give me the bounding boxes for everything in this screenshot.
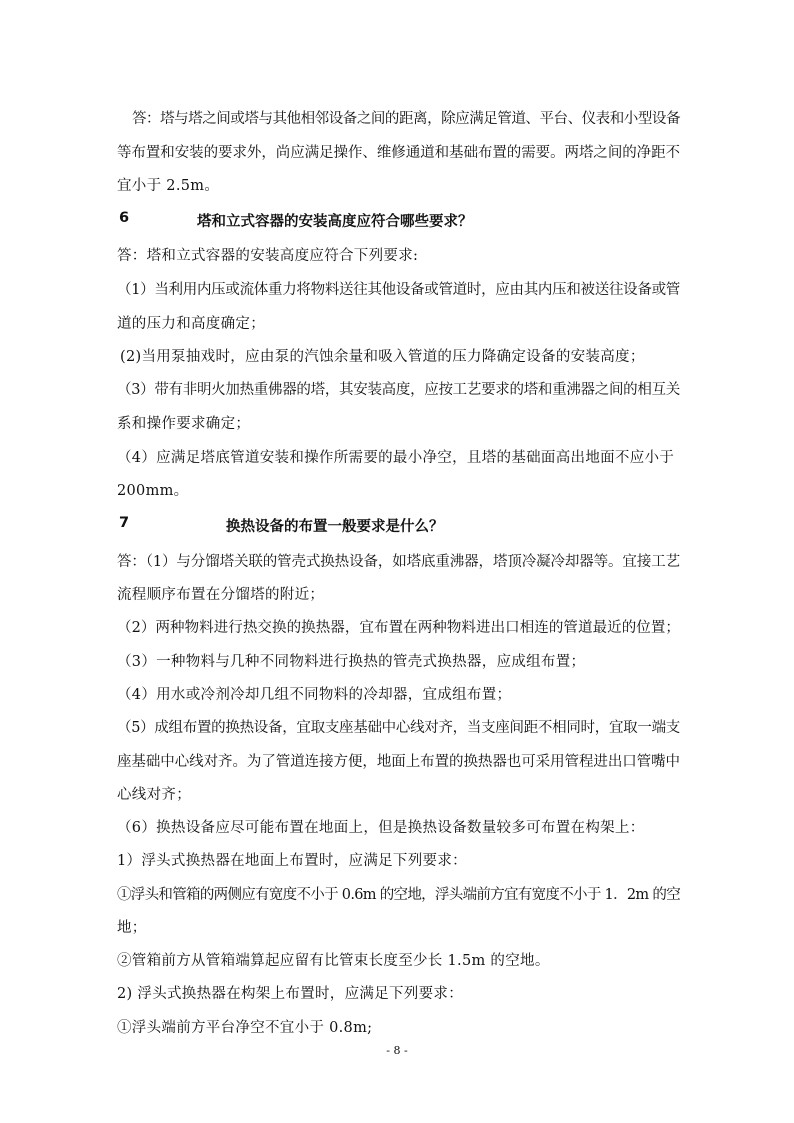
paragraph-line: 答：（1）与分馏塔关联的管壳式换热设备，如塔底重沸器，塔顶冷凝冷却器等。宜接工艺 <box>117 554 680 570</box>
paragraph-line: ①浮头端前方平台净空不宜小于 0.8m; <box>117 1020 373 1036</box>
section-number: 6 <box>119 210 130 226</box>
paragraph-line: 流程顺序布置在分馏塔的附近； <box>117 587 325 603</box>
paragraph-line: ②管箱前方从管箱端算起应留有比管束长度至少长 1.5m 的空地。 <box>117 953 550 969</box>
paragraph-line: （3）一种物料与几种不同物料进行换热的管壳式换热器，应成组布置； <box>117 654 586 670</box>
paragraph-line: 答：塔与塔之间或塔与其他相邻设备之间的距离，除应满足管道、平台、仪表和小型设备 <box>132 111 680 127</box>
paragraph-line: 2) 浮头式换热器在构架上布置时，应满足下列要求： <box>117 986 463 1002</box>
paragraph-line: 地； <box>117 920 147 936</box>
paragraph-line: 等布置和安装的要求外，尚应满足操作、维修通道和基础布置的需要。两塔之间的净距不 <box>117 145 680 161</box>
page-number: - 8 - <box>386 1044 408 1057</box>
paragraph-line: 1）浮头式换热器在地面上布置时，应满足下列要求： <box>117 853 467 869</box>
paragraph-line: （2）两种物料进行热交换的换热器，宜布置在两种物料进出口相连的管道最近的位置； <box>117 620 680 636</box>
paragraph-line: （6）换热设备应尽可能布置在地面上，但是换热设备数量较多可布置在构架上： <box>117 820 645 836</box>
paragraph-line: （1）当利用内压或流体重力将物料送往其他设备或管道时，应由其内压和被送往设备或管 <box>117 282 680 298</box>
section-title: 换热设备的布置一般要求是什么？ <box>226 519 444 535</box>
paragraph-line: 宜小于 2.5m。 <box>117 178 220 194</box>
paragraph-line: 道的压力和高度确定； <box>117 316 265 332</box>
paragraph-line: 答：塔和立式容器的安装高度应符合下列要求: <box>117 248 419 264</box>
paragraph-line: 心线对齐； <box>117 787 191 803</box>
paragraph-line: 座基础中心线对齐。为了管道连接方便，地面上布置的换热器也可采用管程进出口管嘴中 <box>117 754 680 770</box>
paragraph-line: ①浮头和管箱的两侧应有宽度不小于 0.6m 的空地，浮头端前方宜有宽度不小于 1．2m 的空 <box>117 887 680 903</box>
section-title: 塔和立式容器的安装高度应符合哪些要求？ <box>197 214 473 230</box>
paragraph-line: 系和操作要求确定； <box>117 416 251 432</box>
paragraph-line: (2)当用泵抽戏时，应由泵的汽蚀余量和吸入管道的压力降确定设备的安装高度； <box>120 349 645 365</box>
paragraph-line: （4）应满足塔底管道安装和操作所需要的最小净空，且塔的基础面高出地面不应小于 <box>117 450 675 466</box>
paragraph-line: （3）带有非明火加热重佛器的塔，其安装高度，应按工艺要求的塔和重沸器之间的相互关 <box>117 382 680 398</box>
paragraph-line: 200mm。 <box>117 483 189 499</box>
paragraph-line: （4）用水或冷剂冷却几组不同物料的冷却器，宜成组布置； <box>117 687 512 703</box>
paragraph-line: （5）成组布置的换热设备，宜取支座基础中心线对齐，当支座间距不相同时，宜取一端支 <box>117 720 680 736</box>
section-number: 7 <box>119 515 130 531</box>
